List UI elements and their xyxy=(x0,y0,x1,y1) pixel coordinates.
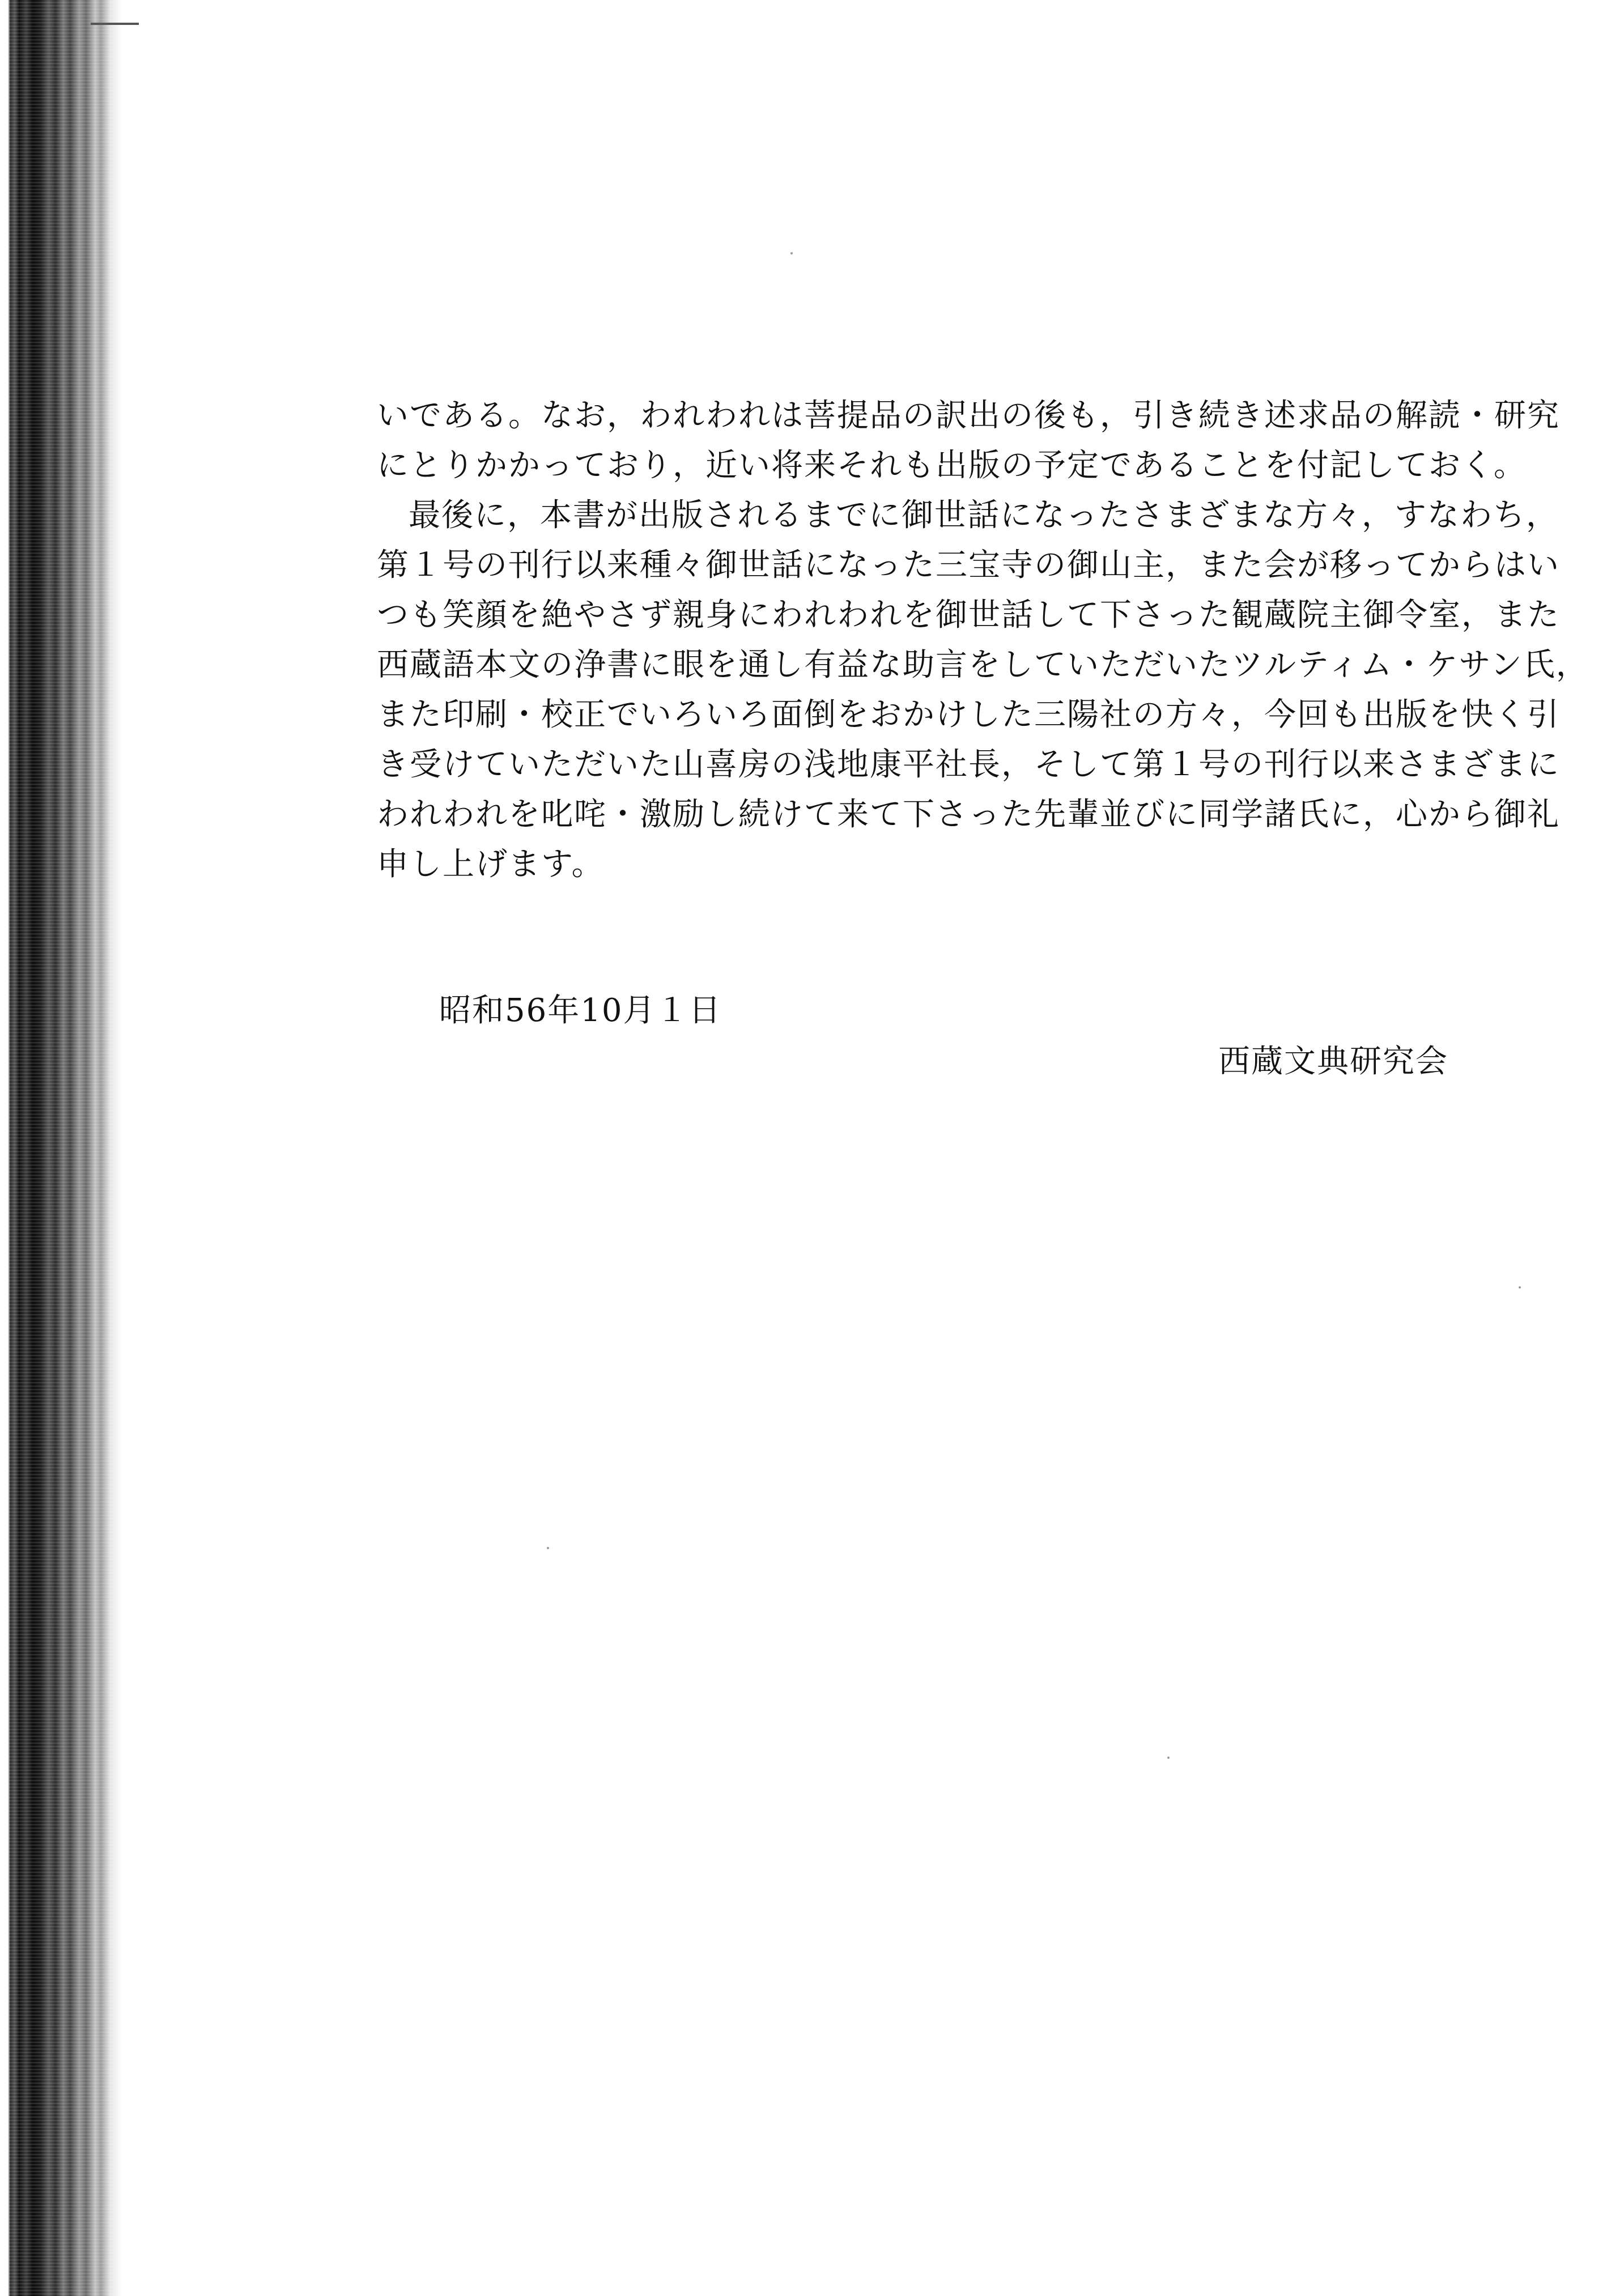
signature: 西蔵文典研究会 xyxy=(1218,1043,1448,1080)
paragraph-1 xyxy=(377,391,1560,491)
text-line: にとりかかっており，近い将来それも出版の予定であることを付記しておく。 xyxy=(377,447,1527,484)
body-text xyxy=(377,391,1589,890)
text-line: つも笑顔を絶やさず親身にわれわれを御世話して下さった観蔵院主御令室，また xyxy=(377,597,1560,633)
text-line: 第１号の刊行以来種々御世話になった三宝寺の御山主，また会が移ってからはい xyxy=(377,547,1560,584)
text-line: また印刷・校正でいろいろ面倒をおかけした三陽社の方々，今回も出版を快く引 xyxy=(377,696,1560,733)
scan-speck xyxy=(1519,1286,1521,1289)
date: 昭和56年10月１日 xyxy=(439,992,722,1029)
text-line: き受けていただいた山喜房の浅地康平社長，そして第１号の刊行以来さまざまに xyxy=(377,746,1560,783)
text-line: 申し上げます。 xyxy=(377,846,605,883)
scan-speck xyxy=(1167,1757,1170,1759)
scan-edge-mark xyxy=(91,23,139,25)
text-line: われわれを叱咤・激励し続けて来て下さった先輩並びに同学諸氏に，心から御礼 xyxy=(377,796,1560,833)
text-line: 最後に，本書が出版されるまでに御世話になったさまざまな方々，すなわち， xyxy=(409,497,1559,534)
paragraph-2 xyxy=(377,491,1589,890)
text-line: 西蔵語本文の浄書に眼を通し有益な助言をしていただいたツルティム・ケサン氏， xyxy=(377,647,1589,683)
text-line: いである。なお，われわれは菩提品の訳出の後も，引き続き述求品の解読・研究 xyxy=(377,397,1560,434)
scan-binding-shadow xyxy=(0,0,122,2296)
scan-speck xyxy=(790,252,793,254)
scan-speck xyxy=(547,1547,549,1549)
